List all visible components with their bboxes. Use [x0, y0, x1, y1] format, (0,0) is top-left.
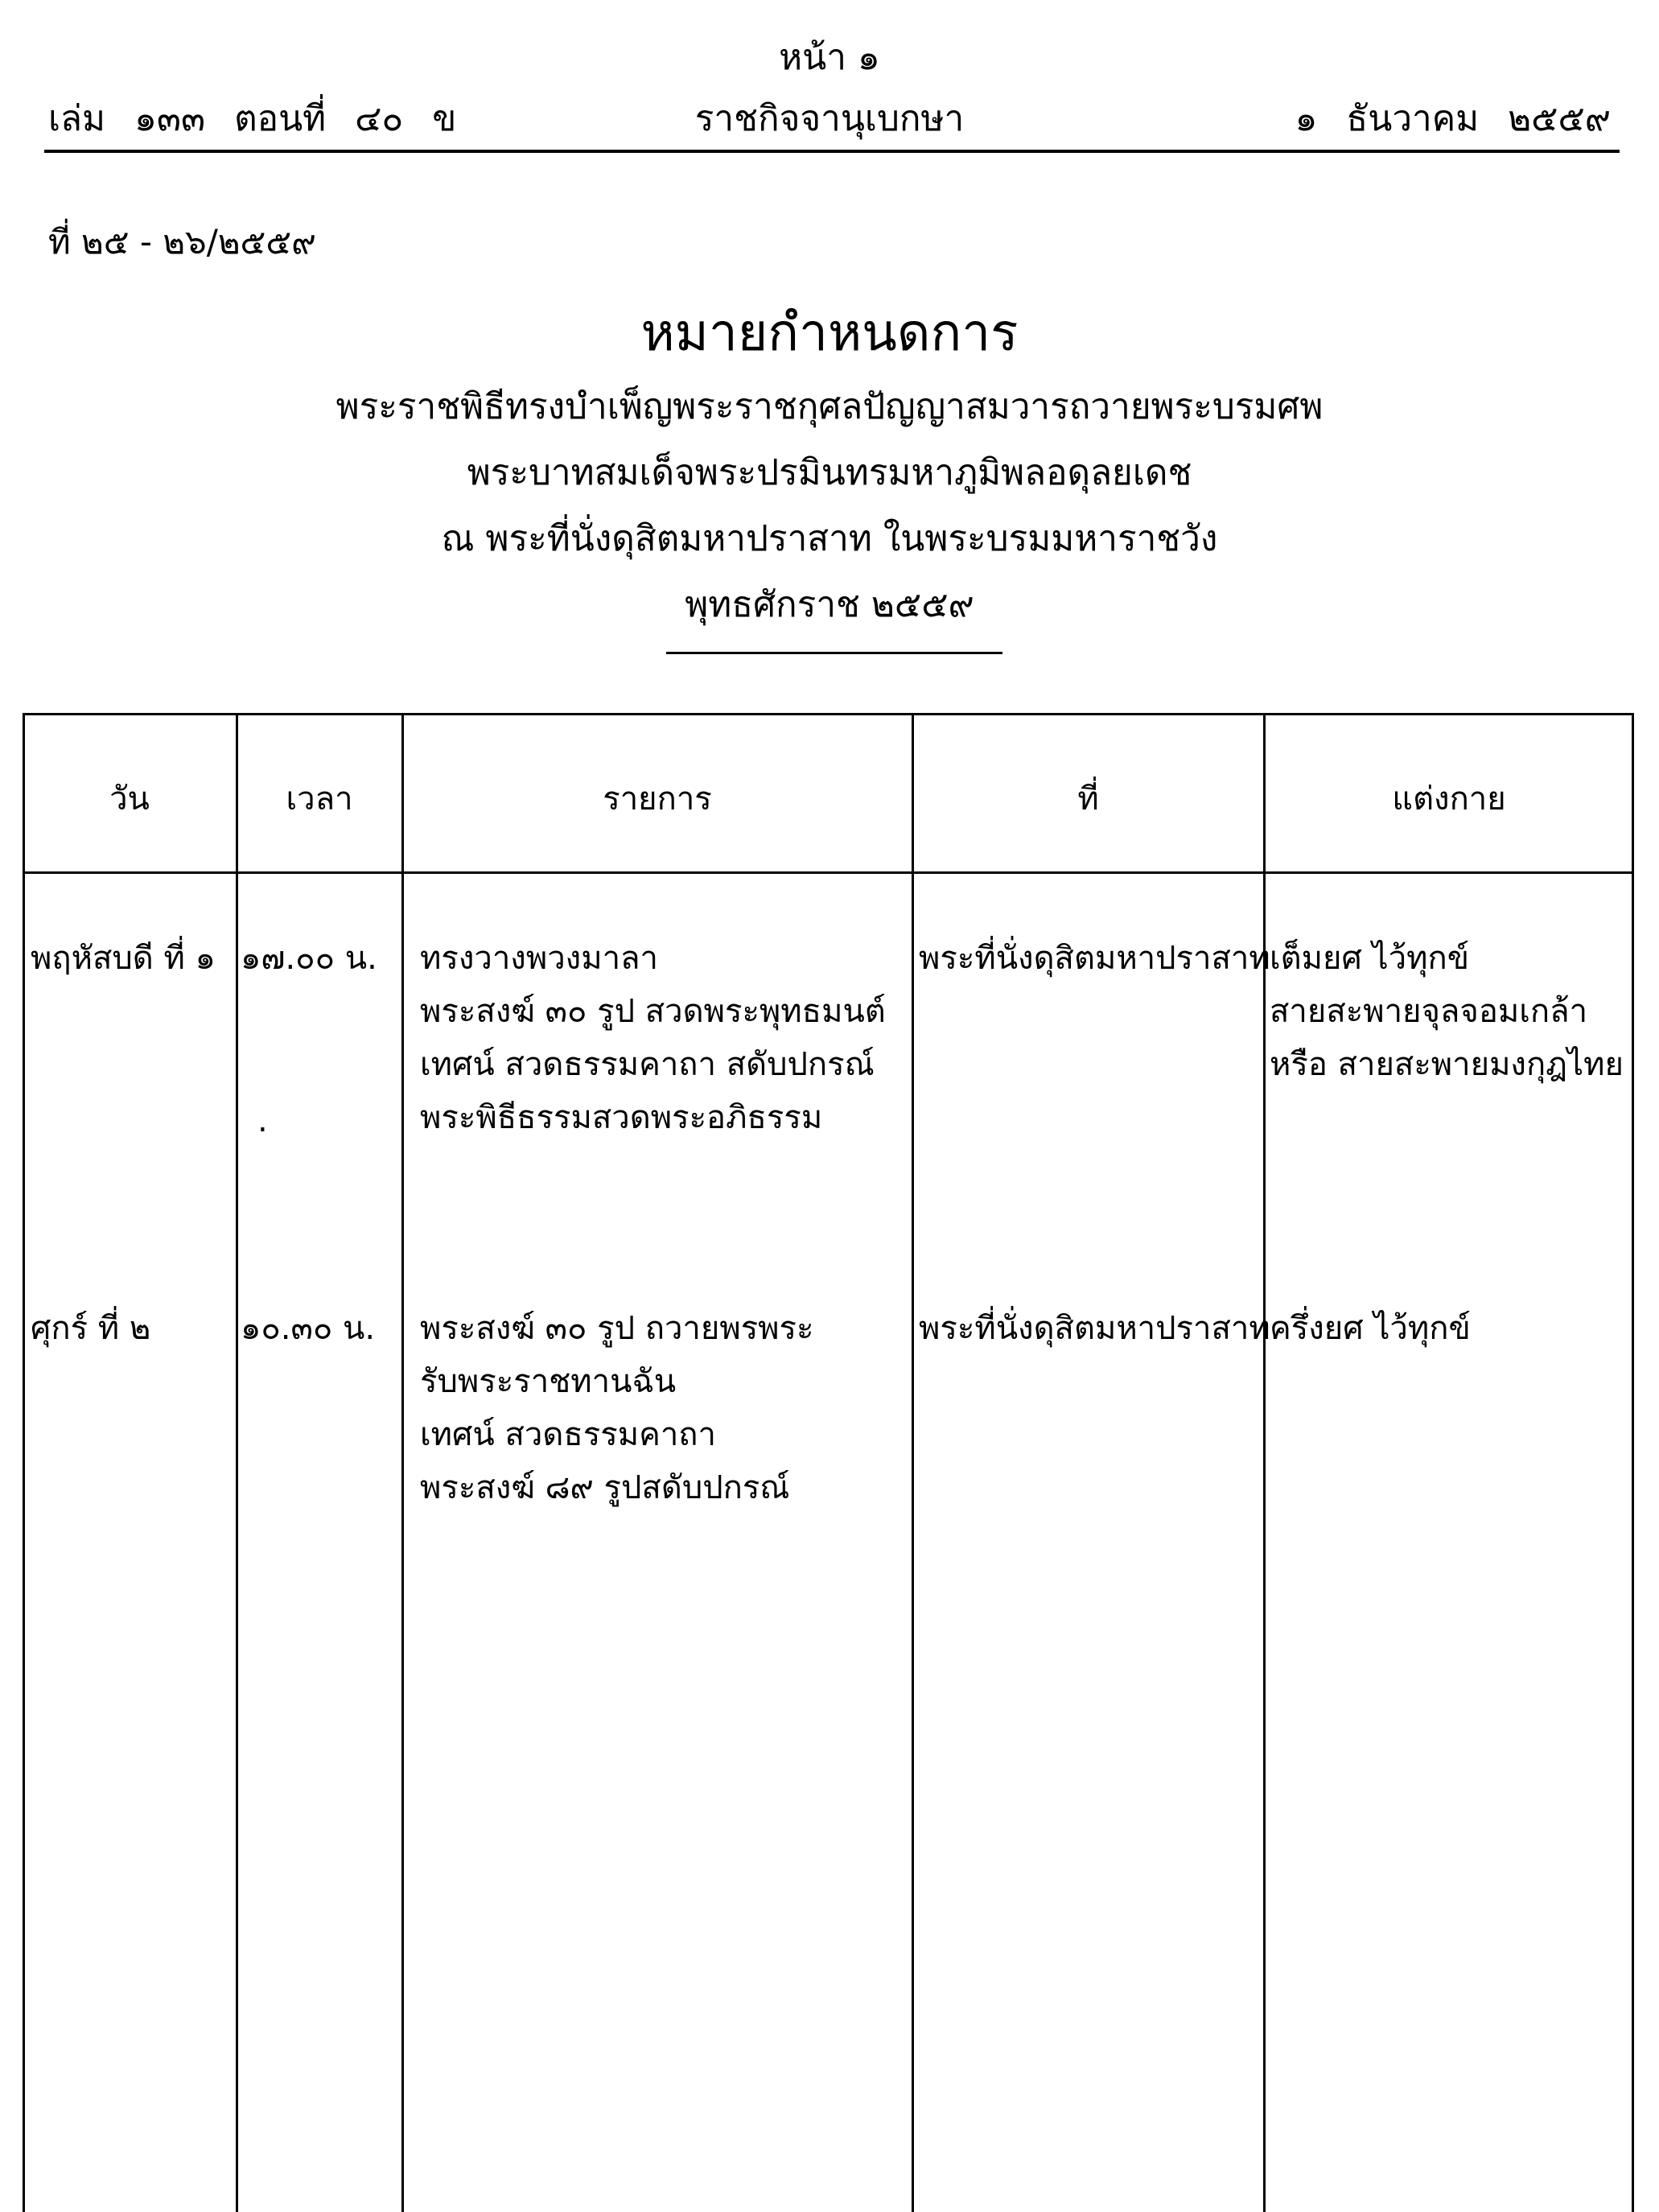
row-time: ๑๗.๐๐ น.: [241, 940, 377, 977]
subtitle-line: พระบาทสมเด็จพระปรมินทรมหาภูมิพลอดุลยเดช: [467, 452, 1192, 493]
agenda-line: เทศน์ สวดธรรมคาถา สดับปกรณ์: [420, 1046, 875, 1083]
agenda-line: พระพิธีธรรมสวดพระอภิธรรม: [420, 1099, 823, 1136]
subtitle-line: พระราชพิธีทรงบำเพ็ญพระราชกุศลปัญญาสมวารถวายพระบรมศพ: [336, 386, 1323, 427]
page-number: หน้า ๑: [779, 37, 880, 78]
column-header-agenda: รายการ: [603, 781, 712, 818]
agenda-line: เทศน์ สวดธรรมคาถา: [420, 1416, 716, 1453]
document-number: ที่ ๒๕ - ๒๖/๒๕๕๙: [48, 222, 316, 262]
row-attire: [1270, 1302, 1471, 1355]
gazette-date: ๑ ธันวาคม ๒๕๕๙: [1295, 98, 1611, 139]
header-rule: [44, 150, 1620, 153]
attire-line: ครึ่งยศ ไว้ทุกข์: [1270, 1310, 1471, 1347]
column-header-place: ที่: [1077, 781, 1099, 818]
column-header-time: เวลา: [286, 781, 353, 818]
agenda-line: พระสงฆ์ ๘๙ รูปสดับปกรณ์: [420, 1469, 790, 1506]
row-place: พระที่นั่งดุสิตมหาปราสาท: [919, 940, 1270, 977]
column-divider: [912, 713, 914, 2212]
attire-line: หรือ สายสะพายมงกุฎไทย: [1270, 1046, 1624, 1083]
gazette-name: ราชกิจจานุเบกษา: [694, 98, 965, 139]
gazette-volume: เล่ม ๑๓๓ ตอนที่ ๔๐ ข: [48, 98, 457, 139]
row-attire: [1270, 932, 1624, 1091]
title-divider: [666, 652, 1002, 654]
column-header-attire: แต่งกาย: [1392, 781, 1506, 818]
attire-line: สายสะพายจุลจอมเกล้า: [1270, 993, 1588, 1030]
attire-line: เต็มยศ ไว้ทุกข์: [1270, 940, 1470, 977]
page-title: หมายกำหนดการ: [640, 303, 1019, 363]
agenda-line: ทรงวางพวงมาลา: [420, 940, 658, 977]
column-header-day: วัน: [109, 781, 150, 818]
row-agenda: [420, 932, 886, 1144]
row-time: ๑๐.๓๐ น.: [241, 1310, 376, 1347]
column-divider: [401, 713, 404, 2212]
agenda-line: พระสงฆ์ ๓๐ รูป สวดพระพุทธมนต์: [420, 993, 886, 1030]
row-day: พฤหัสบดี ที่ ๑: [31, 940, 216, 977]
row-time-mark: .: [257, 1102, 268, 1139]
agenda-line: รับพระราชทานฉัน: [420, 1363, 677, 1400]
row-day: ศุกร์ ที่ ๒: [31, 1310, 151, 1347]
agenda-line: พระสงฆ์ ๓๐ รูป ถวายพรพระ: [420, 1310, 814, 1347]
subtitle-line: ณ พระที่นั่งดุสิตมหาปราสาท ในพระบรมมหาราชวัง: [441, 518, 1218, 559]
row-place: พระที่นั่งดุสิตมหาปราสาท: [919, 1310, 1270, 1347]
subtitle-line: พุทธศักราช ๒๕๕๙: [685, 584, 974, 625]
row-agenda: [420, 1302, 814, 1514]
column-divider: [236, 713, 238, 2212]
header-row-divider: [23, 871, 1634, 874]
